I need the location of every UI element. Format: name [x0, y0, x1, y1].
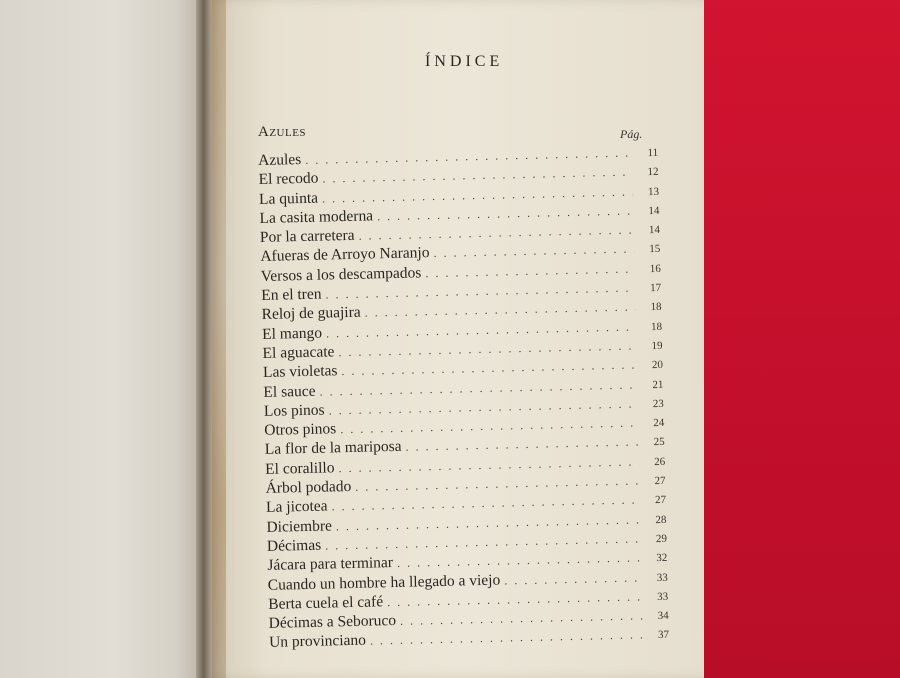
page-column-header: Pág. — [620, 127, 643, 141]
toc-entry-page: 27 — [654, 494, 667, 507]
leader-dots — [370, 628, 643, 649]
toc-entry-title: La flor de la mariposa — [264, 438, 402, 459]
toc-entry-title: El recodo — [258, 169, 319, 189]
toc-entry-title: El aguacate — [262, 343, 335, 362]
page-title: ÍNDICE — [425, 53, 504, 70]
toc-entry-page: 19 — [651, 339, 663, 353]
toc-entry-page: 26 — [653, 455, 666, 468]
toc-entry-title: Otros pinos — [264, 420, 337, 440]
toc-entry-title: Los pinos — [263, 401, 325, 420]
section-heading: Azules — [258, 124, 307, 140]
toc-entry-title: Azules — [258, 151, 302, 169]
red-background — [700, 0, 900, 678]
toc-entry-page: 14 — [648, 224, 661, 237]
toc-entry-title: Reloj de guajira — [261, 304, 361, 324]
toc-entry-page: 25 — [653, 436, 665, 449]
toc-entry-title: Las violetas — [262, 362, 338, 382]
toc-entry-title: Afueras de Arroyo Naranjo — [260, 244, 430, 266]
toc-entry-page: 15 — [649, 243, 661, 256]
toc-entry-page: 34 — [657, 609, 669, 623]
toc-entry-page: 23 — [652, 397, 664, 410]
leader-dots — [425, 261, 635, 281]
toc-entry-page: 12 — [647, 166, 659, 179]
toc-entry-page: 18 — [650, 320, 663, 333]
toc-entry-title: El sauce — [263, 382, 316, 401]
toc-entry-page: 28 — [655, 513, 667, 526]
toc-entry-title: Versos a los descampados — [260, 264, 422, 285]
toc-entry-page: 16 — [649, 262, 661, 275]
toc-entry-page: 13 — [647, 185, 660, 198]
toc-entry-title: Por la carretera — [259, 227, 355, 247]
left-page — [0, 0, 206, 678]
toc-entry-page: 27 — [654, 474, 666, 488]
toc-entry-page: 33 — [656, 571, 668, 584]
toc-entry-page: 18 — [650, 301, 662, 314]
toc-entry-title: Diciembre — [266, 517, 333, 536]
leader-dots — [504, 570, 642, 588]
toc-entry-title: La casita moderna — [259, 207, 374, 227]
toc-entry-page: 37 — [657, 629, 670, 642]
toc-entry-page: 20 — [651, 359, 664, 372]
toc-entry-title: El mango — [261, 324, 323, 343]
toc-entry-title: Décimas — [266, 536, 322, 555]
toc-entry-title: Décimas a Seboruco — [268, 612, 397, 633]
toc-entry-page: 11 — [647, 146, 659, 160]
toc-entry-title: Berta cuela el café — [268, 593, 384, 613]
page-edge-stain — [212, 0, 226, 678]
toc-entry-title: La jicotea — [265, 497, 328, 517]
toc-entry-title: El coralillo — [265, 459, 335, 478]
toc-entry-page: 33 — [657, 590, 669, 603]
toc-entry-title: Cuando un hombre ha llegado a viejo — [267, 571, 501, 594]
toc-entry-page: 24 — [653, 417, 665, 430]
toc-entry-page: 32 — [656, 552, 668, 565]
toc-entry-title: Jácara para terminar — [267, 554, 394, 575]
toc-list — [258, 143, 669, 654]
toc-entry-page: 29 — [655, 532, 668, 546]
toc-entry-title: La quinta — [258, 189, 319, 208]
toc-entry-title: Árbol podado — [265, 478, 352, 497]
leader-dots — [433, 242, 634, 262]
toc-entry-page: 17 — [650, 281, 662, 295]
toc-entry-page: 21 — [652, 378, 664, 391]
toc-entry-title: Un provinciano — [268, 632, 367, 652]
toc-entry-page: 14 — [648, 204, 660, 218]
toc-entry-title: En el tren — [261, 285, 322, 305]
